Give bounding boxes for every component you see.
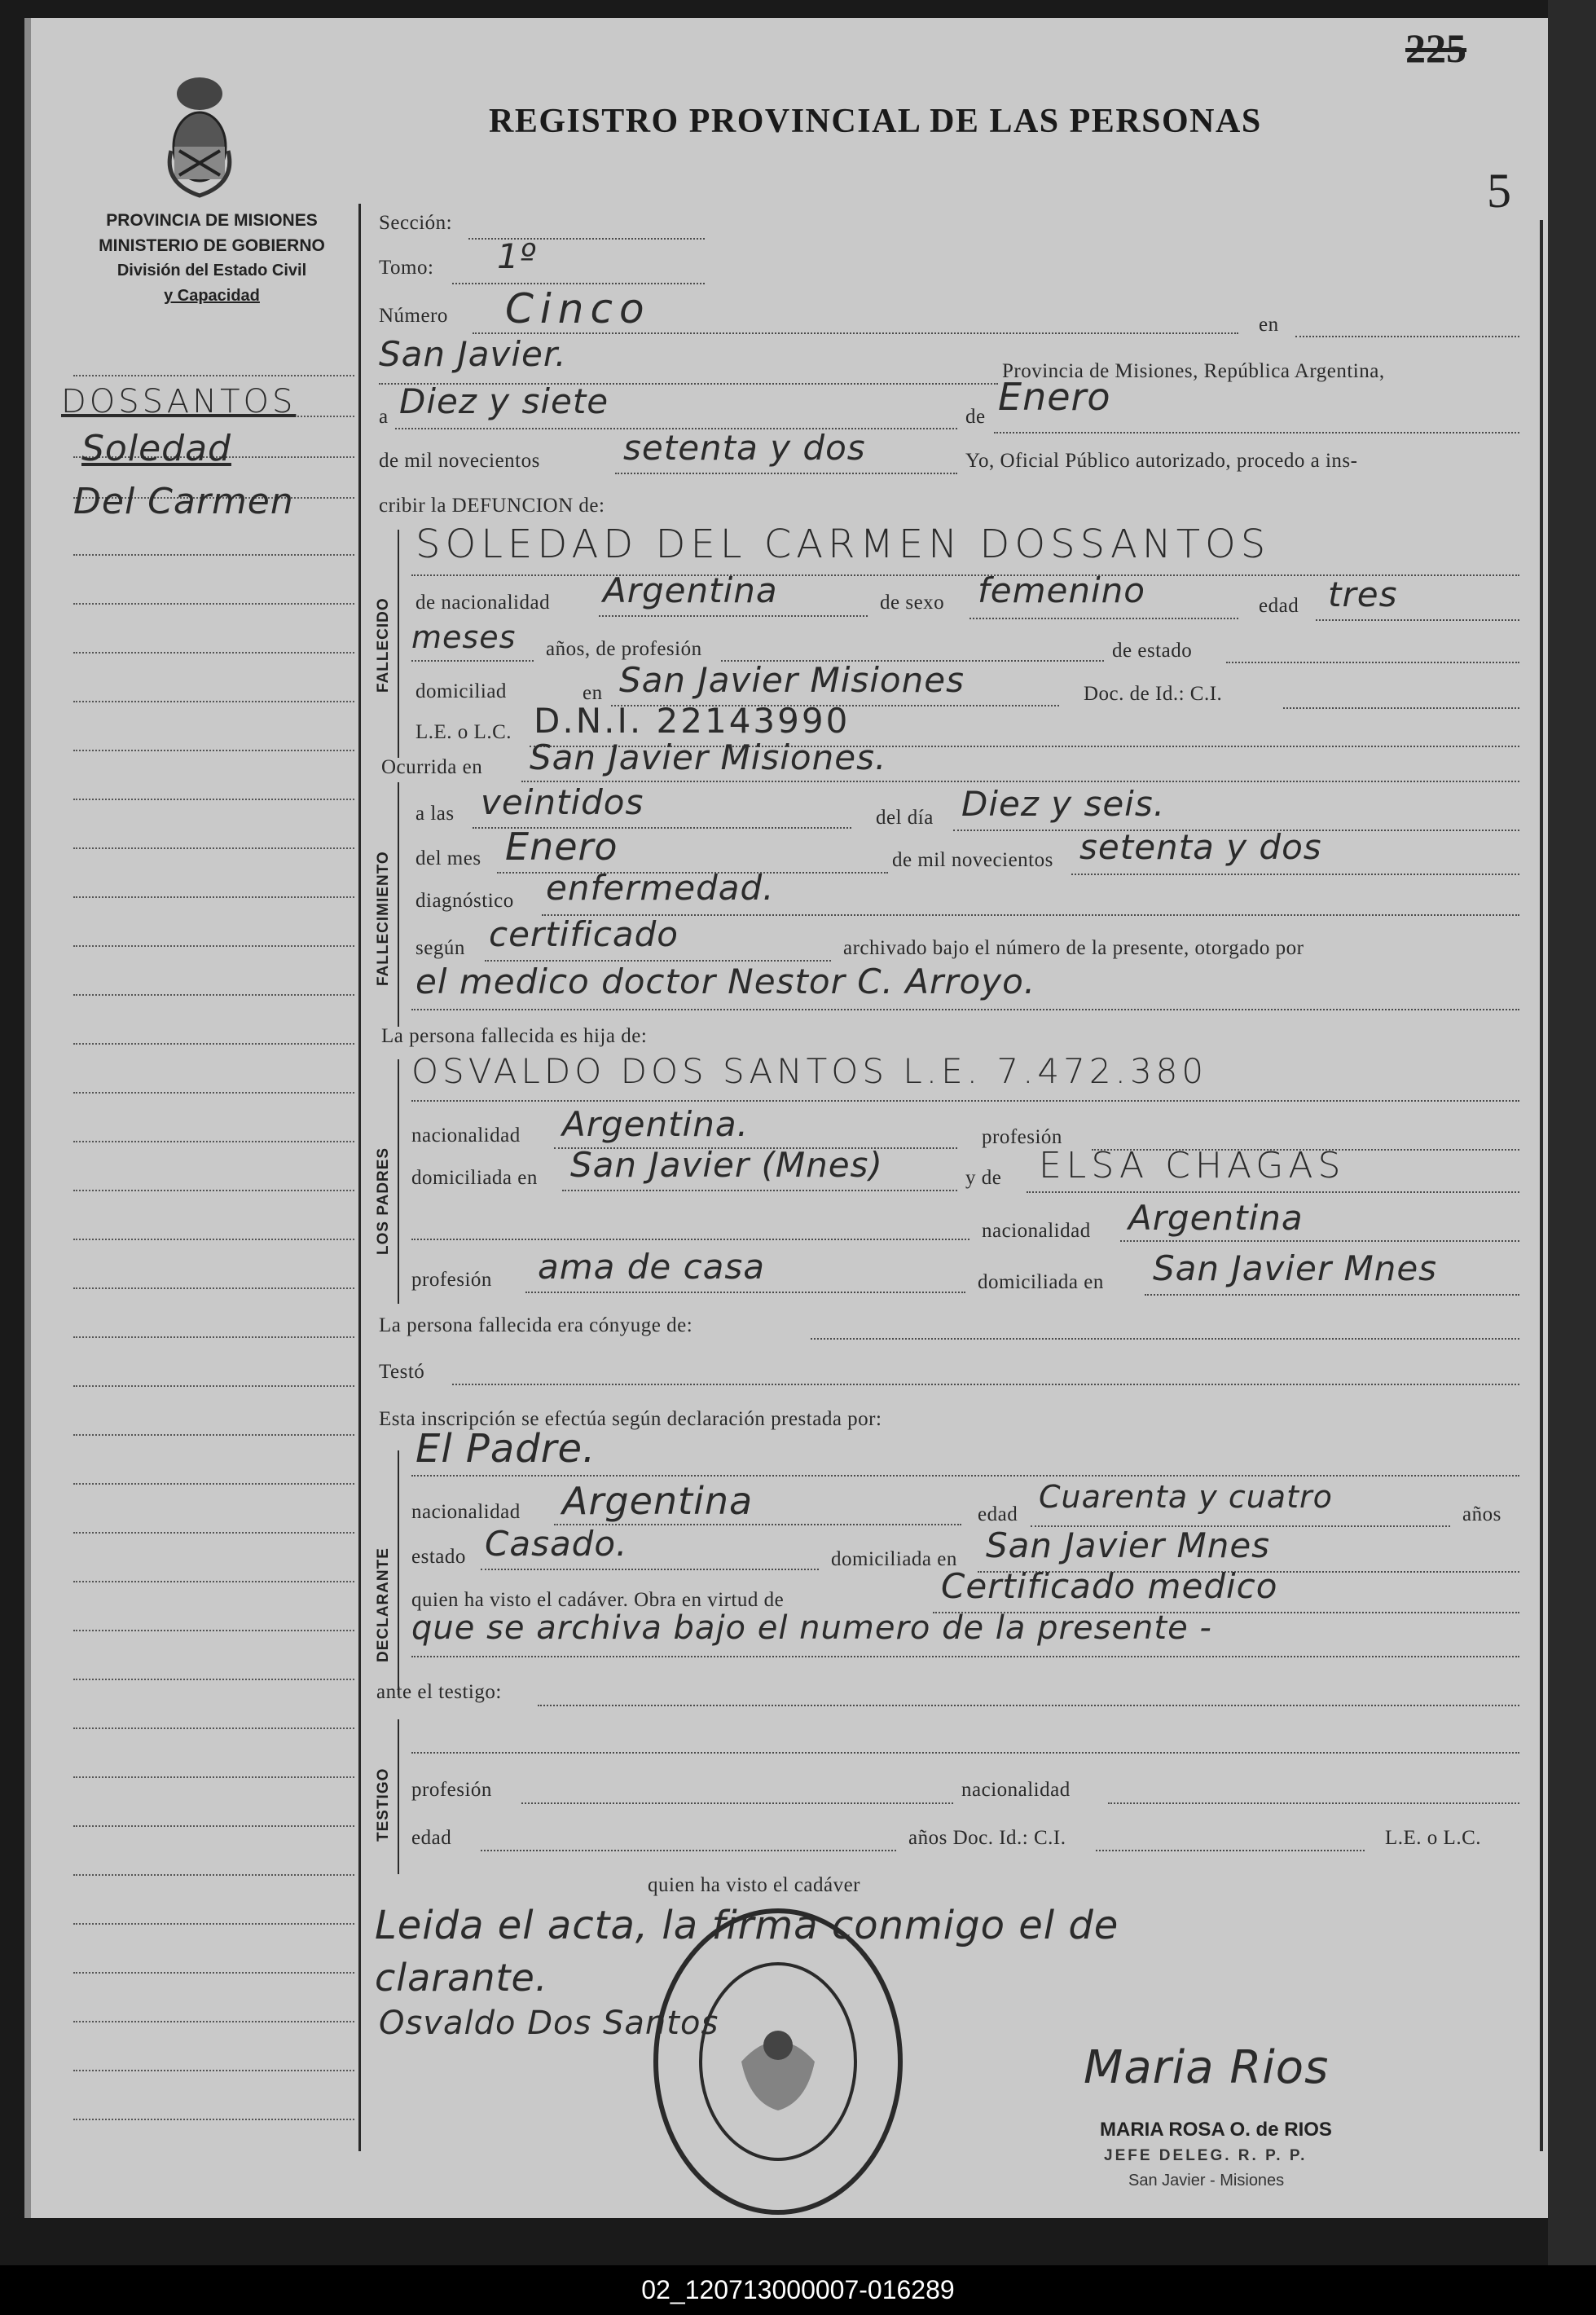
label-de-sexo: de sexo <box>880 592 945 614</box>
label-decl-domiciliada: domiciliada en <box>831 1548 957 1570</box>
label-cribir: cribir la DEFUNCION de: <box>379 495 605 517</box>
label-anos-profesion: años, de profesión <box>546 638 702 660</box>
label-yo-oficial: Yo, Oficial Público autorizado, procedo a ins- <box>965 450 1358 472</box>
entry-tomo: 1º <box>497 236 537 276</box>
section-declarante: DECLARANTE <box>375 1547 392 1662</box>
margin-note-surname: DOSSANTOS <box>61 383 297 420</box>
entry-dia: Diez y siete <box>399 381 609 421</box>
entry-leida: Leida el acta, la firma conmigo el de <box>375 1903 1119 1948</box>
entry-decl-dom: San Javier Mnes <box>986 1525 1271 1565</box>
label-decl-anos: años <box>1462 1503 1501 1525</box>
label-en-dom: en <box>583 682 603 704</box>
page-title: REGISTRO PROVINCIAL DE LAS PERSONAS <box>489 103 1262 140</box>
label-inscripcion: Esta inscripción se efectúa según declaración prestada por: <box>379 1408 882 1430</box>
label-padre-profesion: profesión <box>982 1126 1062 1148</box>
book-spine <box>1548 0 1596 2315</box>
section-padres: LOS PADRES <box>375 1146 392 1255</box>
label-conyuge: La persona fallecida era cónyuge de: <box>379 1314 693 1336</box>
label-a: a <box>379 406 389 428</box>
label-numero: Número <box>379 305 448 327</box>
label-segun: según <box>415 937 465 959</box>
entry-decl-estado: Casado. <box>485 1524 628 1564</box>
entry-declarante: El Padre. <box>415 1426 596 1472</box>
section-fallecimiento: FALLECIMIENTO <box>375 851 392 986</box>
authority-block <box>65 208 358 309</box>
entry-nombre: SOLEDAD DEL CARMEN DOSSANTOS <box>415 522 1271 567</box>
entry-diagnostico: enfermedad. <box>546 868 775 908</box>
entry-mes-fallec: Enero <box>505 825 618 869</box>
entry-meses: meses <box>411 619 517 655</box>
label-madre-domiciliada: domiciliada en <box>978 1271 1104 1293</box>
label-de-mil-nov: de mil novecientos <box>892 849 1053 871</box>
entry-madre-dom: San Javier Mnes <box>1153 1248 1438 1288</box>
authority-capacity: y Capacidad <box>164 287 260 305</box>
entry-obra-cont: que se archiva bajo el numero de la presente - <box>411 1609 1212 1647</box>
label-decl-nacionalidad: nacionalidad <box>411 1501 521 1523</box>
official-place: San Javier - Misiones <box>1128 2172 1285 2190</box>
label-doc-id: Doc. de Id.: C.I. <box>1084 683 1223 705</box>
entry-edad: tres <box>1328 574 1398 614</box>
label-madre-nacionalidad: nacionalidad <box>982 1220 1091 1242</box>
section-fallecido: FALLECIDO <box>375 597 392 693</box>
entry-obra: Certificado medico <box>941 1566 1278 1606</box>
label-testigo-edad: edad <box>411 1827 452 1849</box>
label-le-lc: L.E. o L.C. <box>415 721 512 743</box>
authority-division: División del Estado Civil <box>117 262 307 279</box>
folio-struck: 225 <box>1405 25 1466 71</box>
label-del-dia: del día <box>876 807 934 829</box>
label-testigo-nacionalidad: nacionalidad <box>961 1779 1071 1801</box>
signature-declarante: Osvaldo Dos Santos <box>379 2005 719 2042</box>
label-seccion: Sección: <box>379 212 453 234</box>
entry-dia-fallec: Diez y seis. <box>961 784 1166 824</box>
label-ocurrida: Ocurrida en <box>381 756 483 778</box>
label-testigo-anos-doc: años Doc. Id.: C.I. <box>908 1827 1066 1849</box>
margin-divider <box>358 204 361 2151</box>
label-quien-visto: quien ha visto el cadáver. Obra en virtud de <box>411 1589 785 1611</box>
label-de-estado: de estado <box>1112 640 1193 662</box>
entry-dni: D.N.I. 22143990 <box>534 701 851 741</box>
label-provincia: Provincia de Misiones, República Argentina, <box>1002 360 1385 382</box>
entry-madre-prof: ama de casa <box>538 1247 766 1287</box>
right-border <box>1540 220 1543 2151</box>
entry-padre: OSVALDO DOS SANTOS L.E. 7.472.380 <box>411 1051 1208 1091</box>
label-y-de: y de <box>965 1167 1002 1189</box>
signature-official: Maria Rios <box>1084 2041 1330 2094</box>
entry-padre-nac: Argentina. <box>562 1104 749 1144</box>
entry-anio: setenta y dos <box>623 428 866 468</box>
entry-leida2: clarante. <box>375 1956 548 2000</box>
entry-ocurrida: San Javier Misiones. <box>530 737 887 777</box>
entry-padre-dom: San Javier (Mnes) <box>570 1145 883 1185</box>
label-testigo-le-lc: L.E. o L.C. <box>1385 1827 1481 1849</box>
entry-madre: ELSA CHAGAS <box>1039 1145 1346 1186</box>
entry-lugar: San Javier. <box>379 334 567 374</box>
entry-hora: veintidos <box>481 782 644 822</box>
label-en: en <box>1259 314 1279 336</box>
label-madre-profesion: profesión <box>411 1269 492 1291</box>
authority-ministry: MINISTERIO DE GOBIERNO <box>99 236 325 255</box>
label-quien-visto-cadaver: quien ha visto el cadáver <box>648 1874 861 1896</box>
entry-domicilio: San Javier Misiones <box>619 660 965 700</box>
entry-sexo: femenino <box>978 570 1145 610</box>
label-de-nacionalidad: de nacionalidad <box>415 592 551 614</box>
margin-note-name2: Del Carmen <box>73 481 294 522</box>
label-de-mil: de mil novecientos <box>379 450 540 472</box>
label-testigo-profesion: profesión <box>411 1779 492 1801</box>
coat-of-arms-icon <box>163 69 236 200</box>
entry-mes: Enero <box>998 375 1111 419</box>
label-padre-domiciliada: domiciliada en <box>411 1167 538 1189</box>
label-testo: Testó <box>379 1361 425 1383</box>
label-decl-edad: edad <box>978 1503 1018 1525</box>
label-tomo: Tomo: <box>379 257 434 279</box>
entry-medico: el medico doctor Nestor C. Arroyo. <box>415 962 1036 1001</box>
entry-madre-nac: Argentina <box>1128 1198 1304 1238</box>
authority-province: PROVINCIA DE MISIONES <box>106 211 318 230</box>
label-padre-nacionalidad: nacionalidad <box>411 1124 521 1146</box>
label-domiciliad: domiciliad <box>415 680 507 702</box>
entry-decl-nac: Argentina <box>562 1479 754 1523</box>
entry-decl-edad: Cuarenta y cuatro <box>1039 1479 1333 1515</box>
entry-anio-fallec: setenta y dos <box>1079 827 1322 867</box>
label-decl-estado: estado <box>411 1546 466 1568</box>
document-id: 02_120713000007-016289 <box>641 2275 955 2304</box>
label-a-las: a las <box>415 803 455 825</box>
official-name: MARIA ROSA O. de RIOS <box>1100 2119 1332 2141</box>
official-title: JEFE DELEG. R. P. P. <box>1104 2147 1308 2164</box>
label-hija-de: La persona fallecida es hija de: <box>381 1025 648 1047</box>
label-del-mes: del mes <box>415 847 481 869</box>
label-archivado: archivado bajo el número de la presente, otorgado por <box>843 937 1304 959</box>
label-diagnostico: diagnóstico <box>415 890 514 912</box>
page-number: 5 <box>1487 164 1511 218</box>
registry-seal-stamp <box>644 1899 912 2225</box>
margin-note-name: Soledad <box>81 428 231 469</box>
entry-segun: certificado <box>489 914 679 954</box>
entry-nacionalidad: Argentina <box>603 570 778 610</box>
label-de: de <box>965 406 986 428</box>
label-edad: edad <box>1259 595 1299 617</box>
label-ante-testigo: ante el testigo: <box>376 1681 502 1703</box>
entry-numero: Cinco <box>505 285 651 332</box>
section-testigo: TESTIGO <box>375 1767 392 1842</box>
